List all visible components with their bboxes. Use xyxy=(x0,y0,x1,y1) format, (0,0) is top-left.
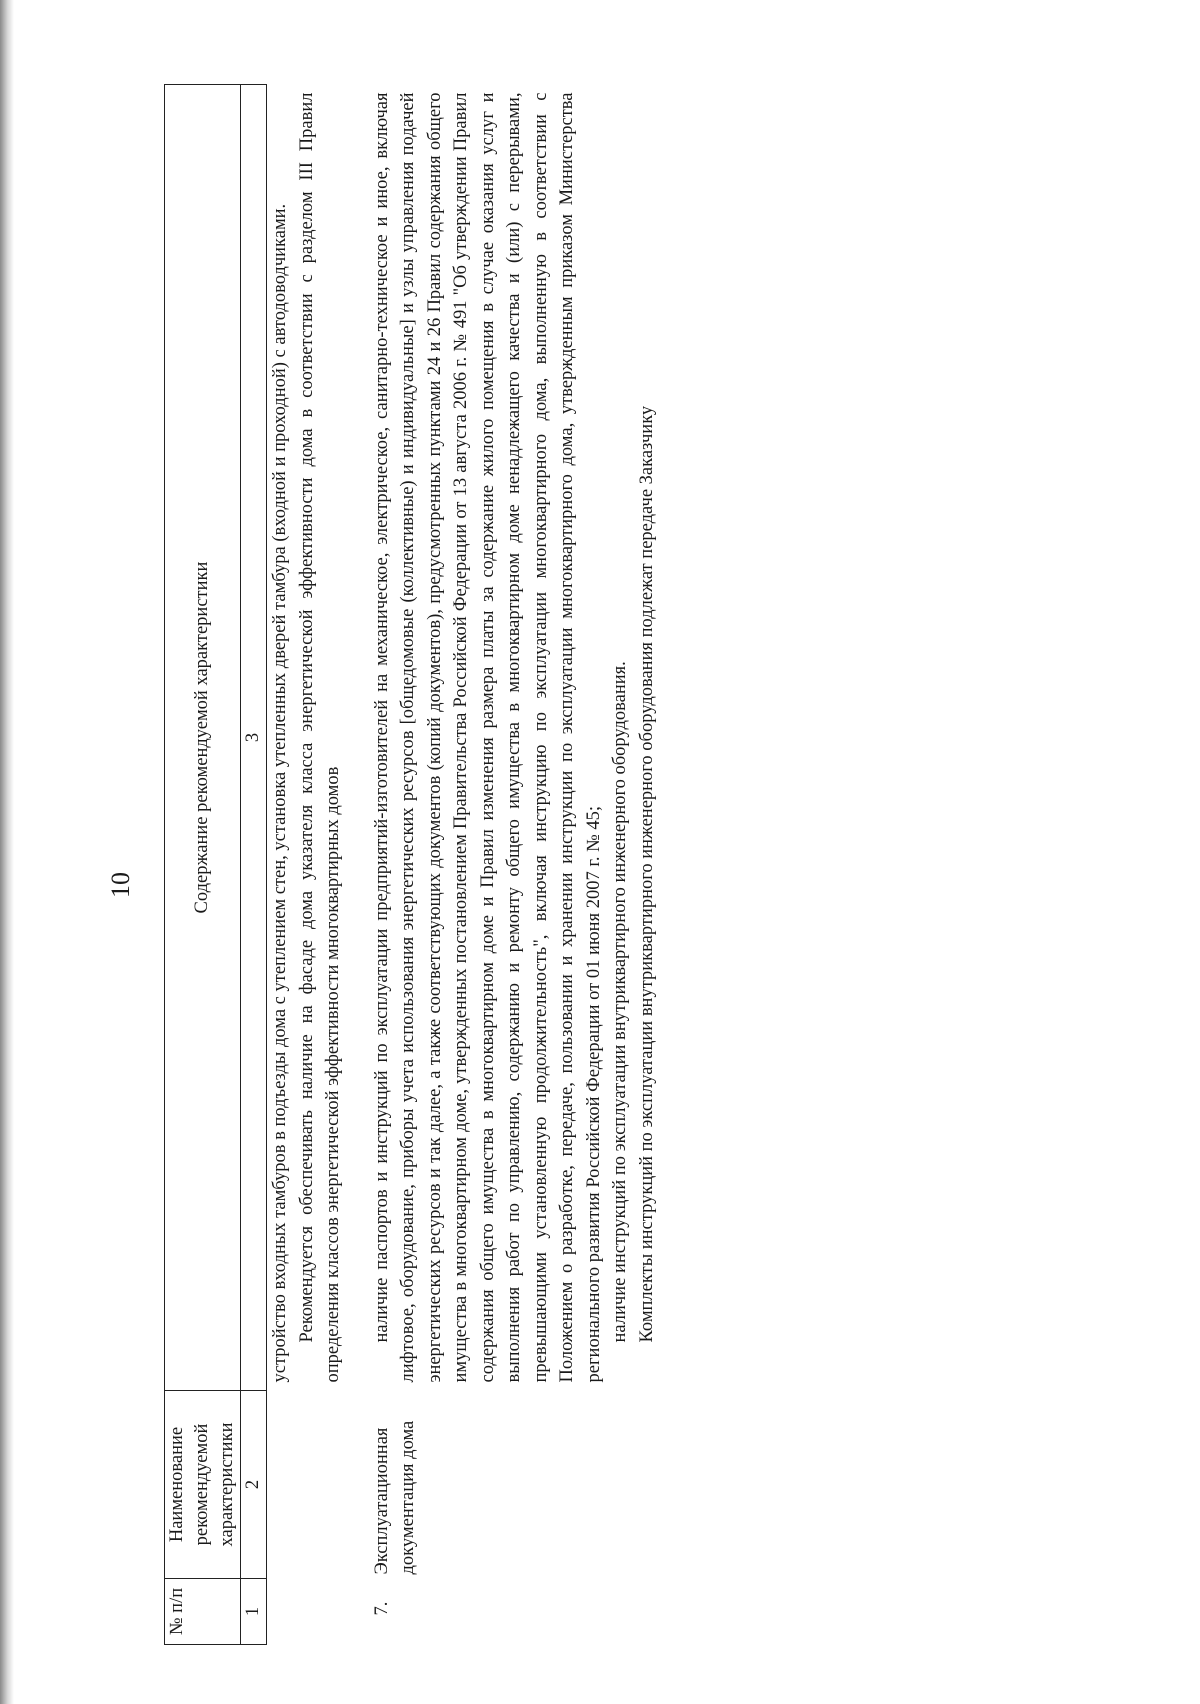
row-spacer xyxy=(347,85,369,1645)
table-row xyxy=(369,85,661,1645)
paragraph: Рекомендуется обеспечивать наличие на фасаде дома указателя класса энергетической эффективности дома в соответствии с разделом III Правил определения классов энергетической эффективности многоквартирных домов xyxy=(296,92,343,1383)
column-index-3: 3 xyxy=(241,85,267,1391)
table-header-row xyxy=(165,85,241,1645)
characteristics-table xyxy=(164,84,660,1645)
row-content xyxy=(369,85,661,1391)
table-row xyxy=(267,85,347,1645)
header-name: Наименование рекомендуемой характеристики xyxy=(165,1391,241,1579)
row-name: Эксплуатационная документация дома xyxy=(371,1420,418,1575)
paragraph: Комплекты инструкций по эксплуатации внутриквартирного инженерного оборудования подлежат передаче Заказчику xyxy=(636,405,657,1343)
paragraph: наличие инструкций по эксплуатации внутриквартирного инженерного оборудования. xyxy=(610,661,630,1343)
rotated-content xyxy=(106,85,1164,1645)
paragraph: наличие паспортов и инструкций по эксплуатации предприятий-изготовителей на механическое, электрическое, санитарно-техническое и иное, включая лифтовое, оборудование, приборы учета использования энергетических ресурсов [общедомовые (коллективные) и индивидуальные] и узлы управления подачей энергетических ресурсов и так далее, а также соответствующих документов (копий документов), предусмотренных пунктами 24 и 26 Правил содержания общего имущества в многоквартирном доме, утвержденных постановлением Правительства Российской Федерации от 13 августа 2006 г. № 491 "Об утверждении Правил содержания общего имущества в многоквартирном доме и Правил изменения размера платы за содержание жилого помещения в случае оказания услуг и выполнения работ по управлению, содержанию и ремонту общего имущества в многоквартирном доме ненадлежащего качества и (или) с перерывами, превышающими установленную продолжительность", включая инструкцию по эксплуатации многоквартирного дома, выполненную в соответствии с Положением о разработке, передаче, пользовании и хранении инструкции по эксплуатации многоквартирного дома, утвержденным приказом Министерства регионального развития Российской Федерации от 01 июня 2007 г. № 45; xyxy=(371,92,604,1383)
row-number xyxy=(267,1579,347,1645)
paragraph: устройство входных тамбуров в подъезды дома с утеплением стен, установка утепленных дверей тамбура (входной и проходной) с автодоводчиками. xyxy=(270,203,290,1383)
row-number: 7. xyxy=(371,1601,392,1616)
column-index-1: 1 xyxy=(241,1579,267,1645)
header-number: № п/п xyxy=(165,1579,241,1645)
row-name xyxy=(267,1391,347,1579)
scan-edge-shadow xyxy=(0,0,14,1704)
page-number: 10 xyxy=(106,872,135,898)
column-index-2: 2 xyxy=(241,1391,267,1579)
header-content: Содержание рекомендуемой характеристики xyxy=(165,85,241,1391)
row-content xyxy=(267,85,347,1391)
column-index-row xyxy=(241,85,267,1645)
